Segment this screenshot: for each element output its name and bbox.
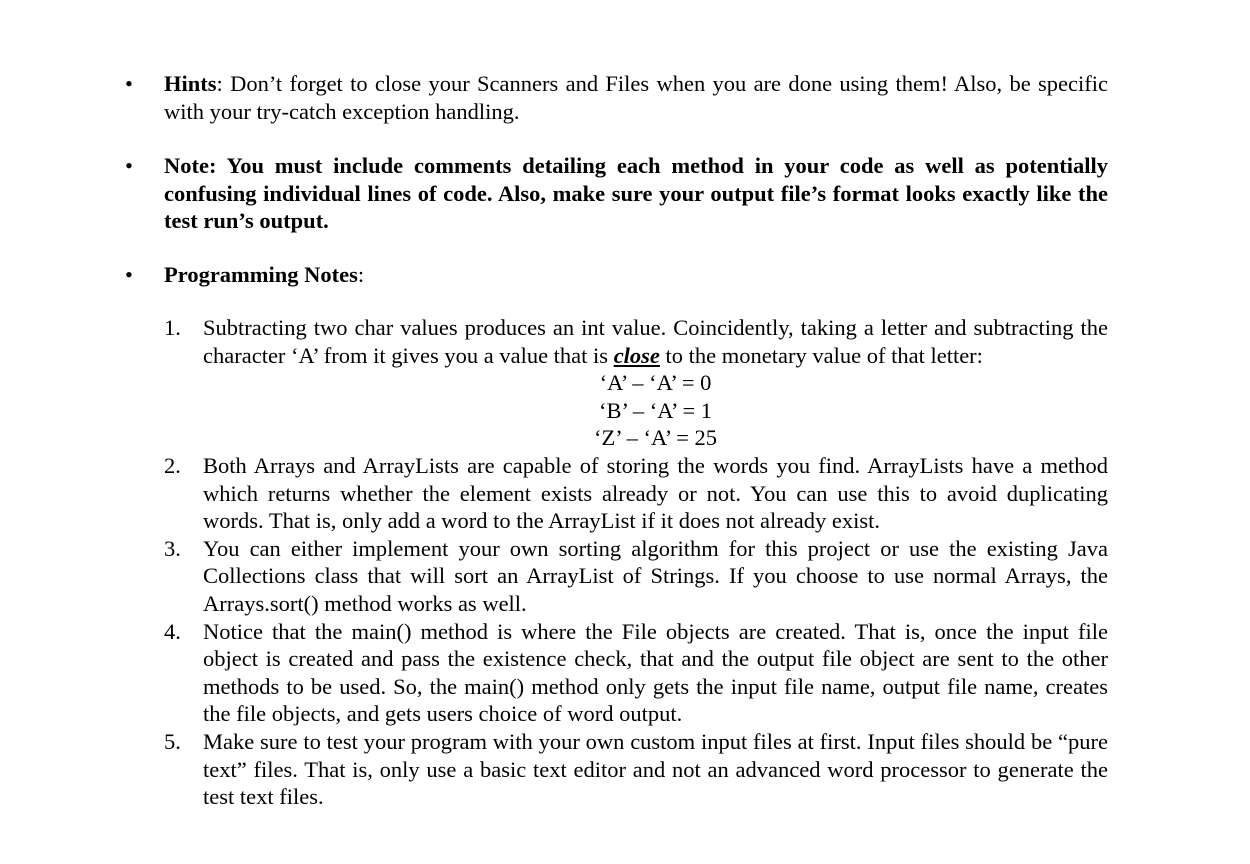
hints-bullet	[125, 70, 1108, 125]
equation-line: ‘B’ – ‘A’ = 1	[598, 397, 713, 423]
note-body: Make sure to test your program with your own custom input files at first. Input files should be “pure text” files. That is, only use a basic text editor and not an advanced word processor to generate the test text files.	[203, 728, 1108, 810]
programming-notes-label: Programming Notes	[164, 262, 358, 287]
hints-text: : Don’t forget to close your Scanners and Files when you are done using them! Also, be specific with your try-catch exception handling.	[164, 71, 1108, 124]
bullet-marker: •	[125, 71, 133, 96]
note-body: Both Arrays and ArrayLists are capable of storing the words you find. ArrayLists have a method which returns whether the element exists already or not. You can use this to avoid duplicating words. That is, only add a word to the ArrayList if it does not already exist.	[203, 452, 1108, 534]
note-item-1	[164, 314, 1108, 369]
hints-label: Hints	[164, 71, 217, 96]
note-body: You can either implement your own sorting algorithm for this project or use the existing Java Collections class that will sort an ArrayList of Strings. If you choose to use normal Arrays, the Arrays.sort() method works as well.	[203, 535, 1108, 616]
note-number: 2.	[164, 452, 181, 478]
note-number: 4.	[164, 618, 181, 644]
note-body	[203, 314, 1108, 369]
note-bullet	[125, 152, 1108, 235]
equations-block	[164, 369, 1108, 452]
note-item-3	[164, 535, 1108, 618]
note-text-before: Subtracting two char values produces an int value. Coincidently, taking a letter and subtracting the character ‘A’ from it gives you a value that is	[203, 315, 1108, 368]
programming-notes-suffix: :	[357, 262, 365, 287]
note-item-4	[164, 618, 1108, 728]
note-number: 3.	[164, 535, 181, 561]
note-item-2	[164, 452, 1108, 535]
bullet-marker: •	[125, 153, 133, 178]
equation-line: ‘Z’ – ‘A’ = 25	[593, 425, 718, 451]
note-number: 5.	[164, 728, 181, 754]
equation-line: ‘A’ – ‘A’ = 0	[599, 370, 712, 396]
note-number: 1.	[164, 315, 181, 340]
programming-notes-list	[164, 314, 1108, 811]
note-emphasis: close	[613, 342, 660, 368]
note-body: Notice that the main() method is where the File objects are created. That is, once the input file object is created and pass the existence check, that and the output file object are sent to the other methods to be used. So, the main() method only gets the input file name, output file name, creates the file objects, and gets users choice of word output.	[203, 618, 1108, 727]
bullet-marker: •	[125, 262, 133, 287]
note-item-5	[164, 728, 1108, 811]
programming-notes-bullet	[125, 261, 1108, 289]
note-text: Note: You must include comments detailing each method in your code as well as potentially confusing individual lines of code. Also, make sure your output file’s format looks exactly like the test run’s output.	[164, 153, 1108, 234]
note-text-after: to the monetary value of that letter:	[659, 342, 983, 368]
